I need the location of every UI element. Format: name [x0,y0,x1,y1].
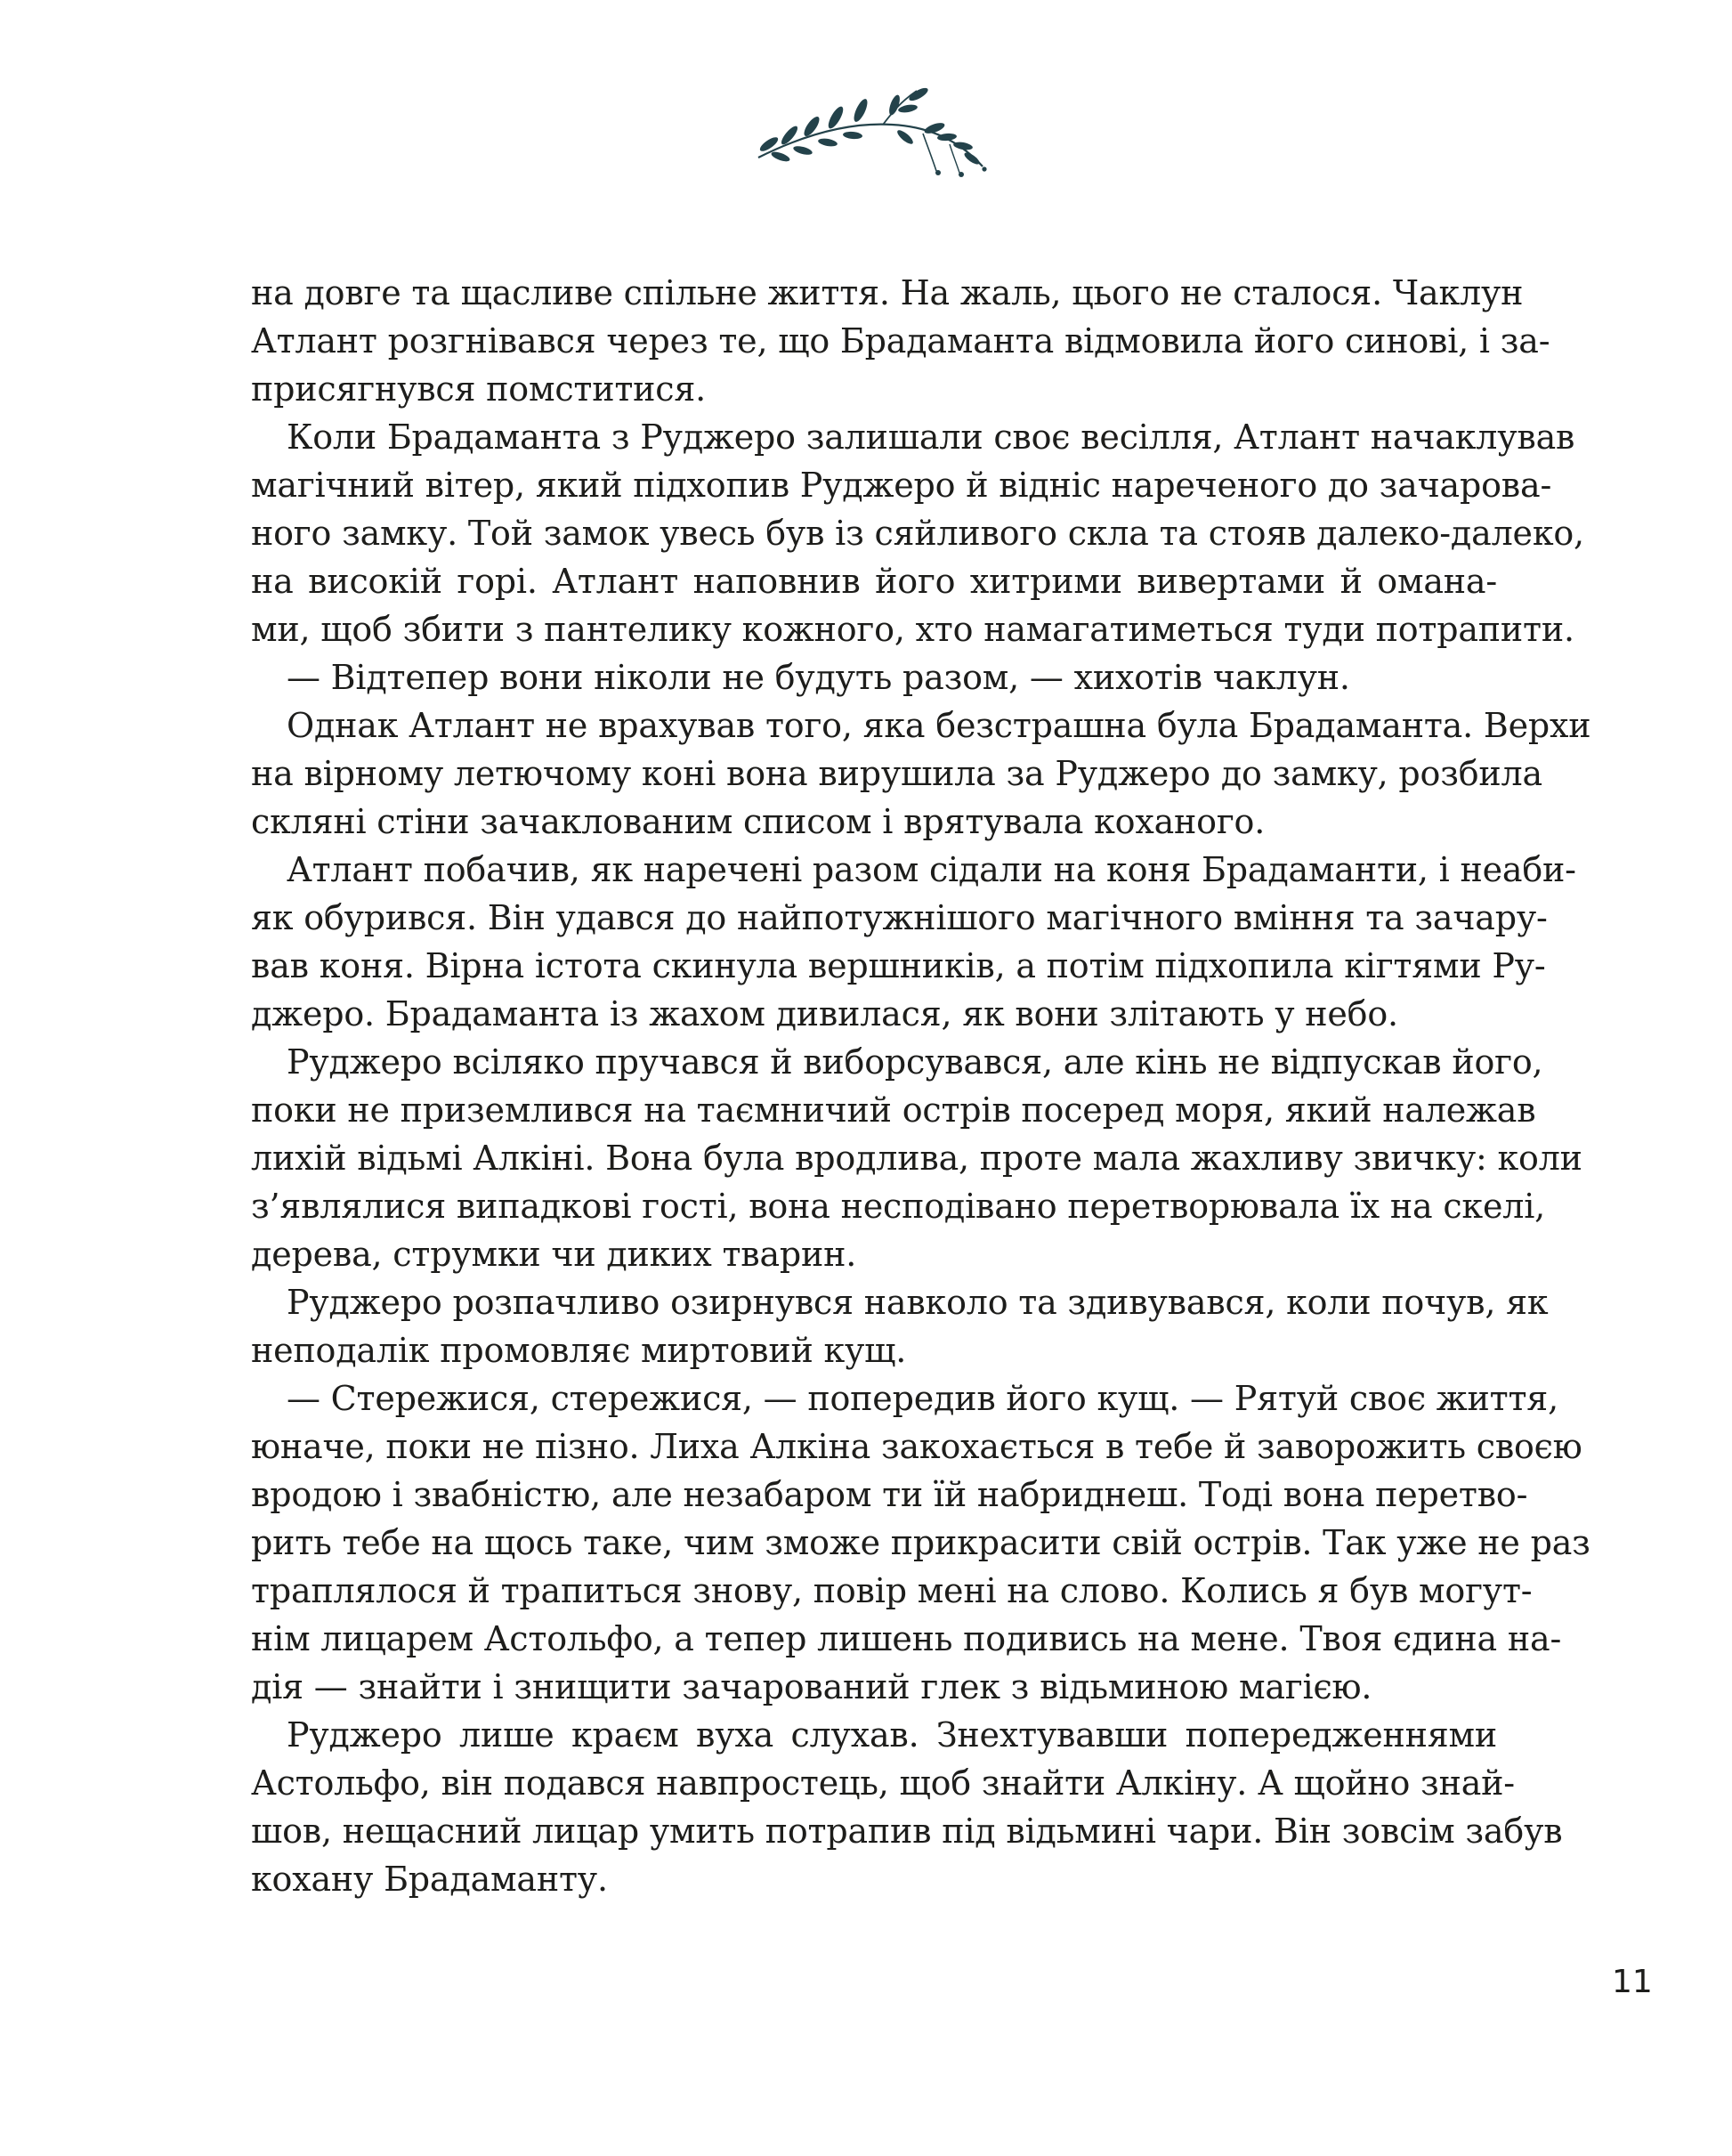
text-line: дія — знайти і знищити зачарований глек з відьминою магією. [251,1667,1372,1706]
paragraph [251,701,1591,846]
body-text [251,269,1591,1903]
text-line: скляні стіни зачаклованим списом і врятувала коханого. [251,802,1266,841]
text-line: на вірному летючому коні вона вирушила за Руджеро до замку, розбила [251,754,1542,793]
text-line: ного замку. Той замок увесь був із сяйливого скла та стояв далеко-далеко, [251,514,1584,553]
text-line: вродою і звабністю, але незабаром ти їй набриднеш. Тоді вона перетво- [251,1475,1528,1514]
text-line: юначе, поки не пізно. Лиха Алкіна закохається в тебе й заворожить своєю [251,1427,1582,1466]
text-line: дерева, струмки чи диких тварин. [251,1235,857,1274]
text-line: Руджеро розпачливо озирнувся навколо та здивувався, коли почув, як [287,1283,1549,1322]
text-line: поки не приземлився на таємничий острів посеред моря, який належав [251,1090,1536,1130]
text-line: кохану Брадаманту. [251,1860,608,1899]
text-line: Атлант розгнівався через те, що Брадаманта відмовила його синові, і за- [251,321,1550,361]
text-line: — Відтепер вони ніколи не будуть разом, — хихотів чаклун. [287,658,1350,697]
text-line: з’являлися випадкові гості, вона несподівано перетворювала їх на скелі, [251,1187,1546,1226]
paragraph [251,1278,1549,1374]
text-line: Однак Атлант не врахував того, яка безстрашна була Брадаманта. Верхи [287,706,1591,745]
paragraph [251,413,1584,653]
text-line: Атлант побачив, як наречені разом сідали на коня Брадаманти, і неаби- [287,850,1576,889]
text-line: лихій відьмі Алкіні. Вона була вродлива, проте мала жахливу звичку: коли [251,1139,1582,1178]
text-line: джеро. Брадаманта із жахом дивилася, як вони злітають у небо. [251,994,1398,1033]
paragraph [251,1711,1563,1903]
paragraph [251,269,1550,413]
text-line: присягнувся помститися. [251,369,707,409]
text-line: Астольфо, він подався навпростець, щоб знайти Алкіну. А щойно знай- [251,1763,1515,1803]
text-line: рить тебе на щось таке, чим зможе прикрасити свій острів. Так уже не раз [251,1523,1590,1562]
text-line: нім лицарем Астольфо, а тепер лишень подивись на мене. Твоя єдина на- [251,1619,1562,1658]
text-line: шов, нещасний лицар умить потрапив під відьмині чари. Він зовсім забув [251,1812,1563,1851]
text-line: як обурився. Він удався до найпотужнішого магічного вміння та зачару- [251,898,1548,937]
text-line: Руджеро всіляко пручався й виборсувався, але кінь не відпускав його, [287,1042,1543,1082]
text-line: Коли Брадаманта з Руджеро залишали своє весілля, Атлант начаклував [287,417,1575,457]
text-line: магічний вітер, який підхопив Руджеро й відніс нареченого до зачарова- [251,466,1552,505]
paragraph [251,1038,1582,1278]
text-line: траплялося й трапиться знову, повір мені на слово. Колись я був могут- [251,1571,1533,1610]
text-line: неподалік промовляє миртовий кущ. [251,1331,907,1370]
paragraph [251,1374,1590,1711]
text-line: ми, щоб збити з пантелику кожного, хто намагатиметься туди потрапити. [251,610,1574,649]
leafy-branch-icon [749,82,990,180]
page-number: 11 [1612,1964,1653,2000]
text-line: на високій горі. Атлант наповнив його хитрими вивертами й омана- [251,562,1497,601]
paragraph [251,846,1576,1038]
text-line: Руджеро лише краєм вуха слухав. Знехтувавши попередженнями [287,1715,1497,1755]
paragraph [251,653,1497,701]
text-line: на довге та щасливе спільне життя. На жаль, цього не сталося. Чаклун [251,273,1524,312]
text-line: вав коня. Вірна істота скинула вершників, а потім підхопила кігтями Ру- [251,946,1546,985]
text-line: — Стережися, стережися, — попередив його кущ. — Рятуй своє життя, [287,1379,1558,1418]
